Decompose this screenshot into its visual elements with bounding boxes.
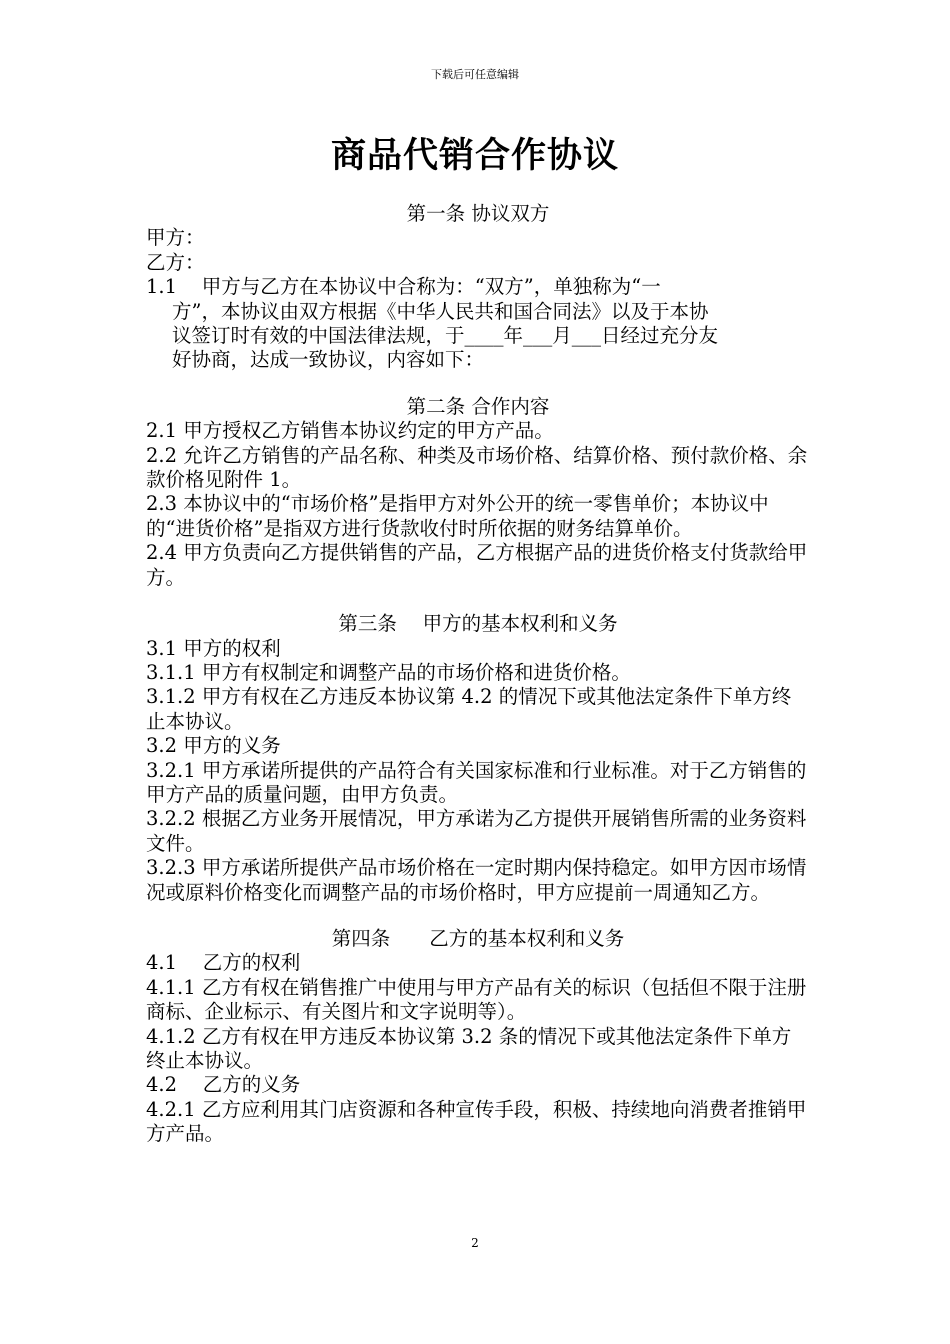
clause-1-1-line-4: 好协商，达成一致协议，内容如下： <box>172 348 485 372</box>
section-1 <box>146 202 810 373</box>
section-4-heading: 第四条 乙方的基本权利和义务 <box>331 926 625 950</box>
clause-2-1: 2.1 甲方授权乙方销售本协议约定的甲方产品。 <box>146 419 554 443</box>
header-note: 下载后可任意编辑 <box>431 68 519 81</box>
clause-4-2-1: 4.2.1 乙方应利用其门店资源和各种宣传手段，积极、持续地向消费者推销甲方产品。 <box>146 1097 807 1146</box>
clause-1-1-line-3: 议签订时有效的中国法律法规，于____年___月___日经过充分友 <box>172 324 719 348</box>
section-3 <box>146 612 810 905</box>
clause-2-4: 2.4 甲方负责向乙方提供销售的产品，乙方根据产品的进货价格支付货款给甲方。 <box>146 541 808 589</box>
clause-3-2-1: 3.2.1 甲方承诺所提供的产品符合有关国家标准和行业标准。对于乙方销售的甲方产品的质量问题，由甲方负责。 <box>146 758 807 806</box>
clause-4-1: 4.1 乙方的权利 <box>146 951 301 975</box>
party-a-label: 甲方： <box>146 226 205 250</box>
document-body <box>146 202 810 1147</box>
document-title: 商品代销合作协议 <box>330 135 619 176</box>
clause-3-2-3: 3.2.3 甲方承诺所提供产品市场价格在一定时期内保持稳定。如甲方因市场情况或原料价格变化而调整产品的市场价格时，甲方应提前一周通知乙方。 <box>146 856 807 904</box>
clause-1-1-line-1: 1.1 甲方与乙方在本协议中合称为：“双方”，单独称为“一 <box>146 275 661 299</box>
clause-3-2: 3.2 甲方的义务 <box>146 734 281 758</box>
page-number: 2 <box>471 1236 479 1250</box>
section-1-heading: 第一条 协议双方 <box>406 202 550 225</box>
clause-1-1-line-2: 方”，本协议由双方根据《中华人民共和国合同法》以及于本协 <box>172 299 709 323</box>
section-3-heading: 第三条 甲方的基本权利和义务 <box>338 612 618 636</box>
clause-2-2: 2.2 允许乙方销售的产品名称、种类及市场价格、结算价格、预付款价格、余款价格见附件 1。 <box>146 443 808 492</box>
clause-4-1-2: 4.1.2 乙方有权在甲方违反本协议第 3.2 条的情况下或其他法定条件下单方终止本协议。 <box>146 1024 792 1072</box>
section-2-heading: 第二条 合作内容 <box>406 394 550 418</box>
clause-3-1: 3.1 甲方的权利 <box>146 636 281 660</box>
party-b-label: 乙方： <box>146 250 205 274</box>
clause-4-2: 4.2 乙方的义务 <box>146 1073 301 1097</box>
clause-3-2-2: 3.2.2 根据乙方业务开展情况，甲方承诺为乙方提供开展销售所需的业务资料文件。 <box>146 807 807 855</box>
section-4 <box>146 927 810 1147</box>
section-2 <box>146 395 810 590</box>
clause-3-1-2: 3.1.2 甲方有权在乙方违反本协议第 4.2 的情况下或其他法定条件下单方终止本协议。 <box>146 685 792 733</box>
clause-3-1-1: 3.1.1 甲方有权制定和调整产品的市场价格和进货价格。 <box>146 660 631 684</box>
clause-4-1-1: 4.1.1 乙方有权在销售推广中使用与甲方产品有关的标识（包括但不限于注册商标、企业标示、有关图片和文字说明等）。 <box>146 975 807 1024</box>
clause-2-3: 2.3 本协议中的“市场价格”是指甲方对外公开的统一零售单价；本协议中的“进货价格”是指双方进行货款收付时所依据的财务结算单价。 <box>146 492 769 540</box>
